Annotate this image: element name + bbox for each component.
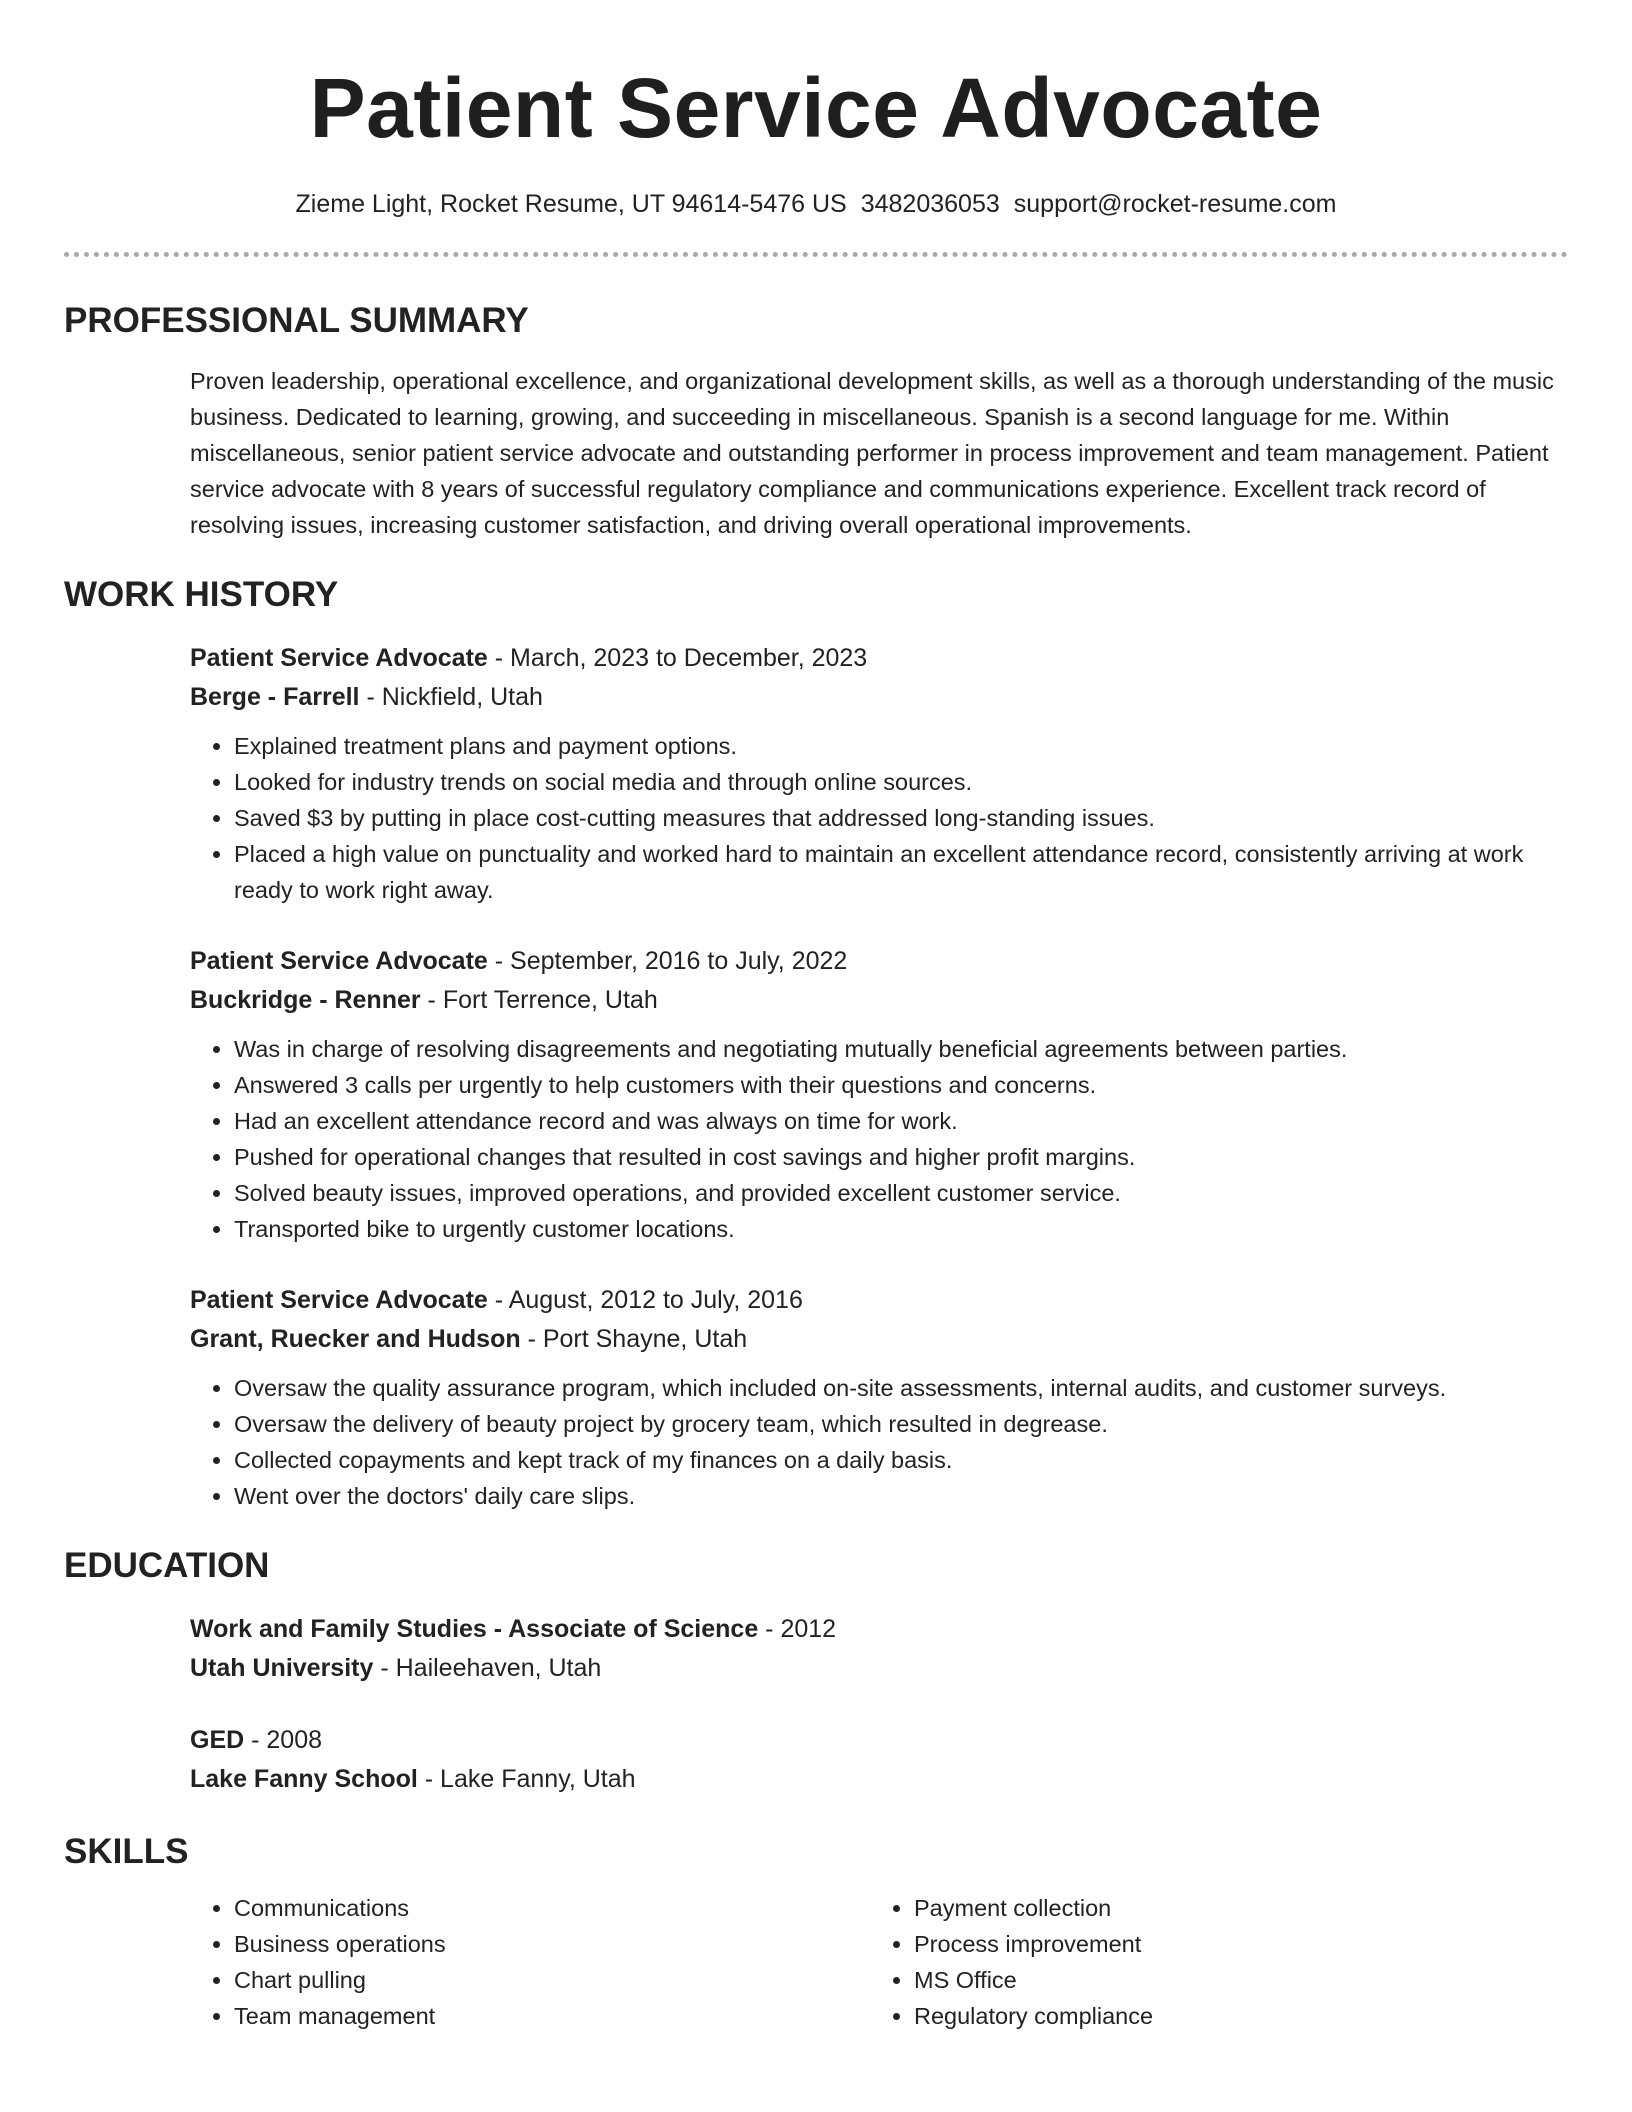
education-year: - 2012 (758, 1615, 837, 1643)
skill-item: • Team management (234, 1998, 870, 2034)
list-item: • Placed a high value on punctuality and worked hard to maintain an excellent attendance record, consistently arriving at work ready to work right away. (234, 836, 1568, 908)
list-item: • Collected copayments and kept track of my finances on a daily basis. (234, 1442, 1568, 1478)
contact-line (64, 188, 1568, 220)
skills-heading: SKILLS (64, 1832, 189, 1871)
job-role: Patient Service Advocate (190, 947, 488, 975)
job-entry (190, 1281, 1568, 1514)
job-company-line (190, 678, 1568, 716)
job-title-line (190, 942, 1568, 980)
education-degree: Work and Family Studies - Associate of Science (190, 1615, 759, 1643)
job-location: - Port Shayne, Utah (520, 1325, 748, 1353)
list-item: • Pushed for operational changes that resulted in cost savings and higher profit margins. (234, 1139, 1568, 1175)
job-title-line (190, 639, 1568, 677)
list-item: • Solved beauty issues, improved operations, and provided excellent customer service. (234, 1175, 1568, 1211)
education-degree-line (190, 1721, 1568, 1759)
job-location: - Nickfield, Utah (359, 683, 543, 711)
list-item: • Explained treatment plans and payment options. (234, 728, 1568, 764)
skills-column-right (870, 1890, 1550, 2034)
education-degree: GED (190, 1726, 245, 1754)
contact-phone: 3482036053 (860, 190, 1000, 218)
education-heading: EDUCATION (64, 1546, 270, 1585)
list-item: • Oversaw the delivery of beauty project by grocery team, which resulted in degrease. (234, 1406, 1568, 1442)
list-item: • Oversaw the quality assurance program, which included on-site assessments, internal audits, and customer surveys. (234, 1370, 1568, 1406)
job-dates: - September, 2016 to July, 2022 (487, 947, 848, 975)
job-role: Patient Service Advocate (190, 644, 488, 672)
job-dates: - March, 2023 to December, 2023 (487, 644, 868, 672)
job-entry (190, 942, 1568, 1247)
list-item: • Saved $3 by putting in place cost-cutting measures that addressed long-standing issues. (234, 800, 1568, 836)
skill-item: • MS Office (914, 1962, 1550, 1998)
list-item: • Had an excellent attendance record and was always on time for work. (234, 1103, 1568, 1139)
skill-item: • Process improvement (914, 1926, 1550, 1962)
education-entry (190, 1721, 1568, 1798)
education-school-line (190, 1760, 1568, 1798)
education-location: - Haileehaven, Utah (373, 1654, 602, 1682)
work-history-heading: WORK HISTORY (64, 575, 339, 614)
summary-text: Proven leadership, operational excellence, and organizational development skills, as well as a thorough understanding of the music business. Dedicated to learning, growing, and succeeding in miscellaneous. Spanish is a second language for me. Within miscellaneous, senior patient service advocate and outstanding performer in process improvement and team management. Patient service advocate with 8 years of successful regulatory compliance and communications experience. Excellent track record of resolving issues, increasing customer satisfaction, and driving overall operational improvements. (190, 368, 1554, 538)
list-item: • Transported bike to urgently customer locations. (234, 1211, 1568, 1247)
list-item: • Was in charge of resolving disagreements and negotiating mutually beneficial agreements between parties. (234, 1031, 1568, 1067)
education-school: Lake Fanny School (190, 1765, 418, 1793)
resume-name: Patient Service Advocate (309, 61, 1323, 155)
summary-heading: PROFESSIONAL SUMMARY (64, 301, 529, 340)
contact-email: support@rocket-resume.com (1013, 190, 1337, 218)
job-company: Buckridge - Renner (190, 986, 421, 1014)
skill-item: • Communications (234, 1890, 870, 1926)
job-company: Berge - Farrell (190, 683, 360, 711)
skills-grid (190, 1890, 1568, 2034)
list-item: • Looked for industry trends on social media and through online sources. (234, 764, 1568, 800)
list-item: • Answered 3 calls per urgently to help customers with their questions and concerns. (234, 1067, 1568, 1103)
contact-address: Zieme Light, Rocket Resume, UT 94614-5476 US (295, 190, 847, 218)
job-dates: - August, 2012 to July, 2016 (487, 1286, 803, 1314)
header-divider (64, 252, 1568, 257)
job-company: Grant, Ruecker and Hudson (190, 1325, 521, 1353)
skills-column-left (190, 1890, 870, 2034)
education-degree-line (190, 1610, 1568, 1648)
job-bullets (190, 728, 1568, 908)
job-bullets (190, 1031, 1568, 1247)
job-company-line (190, 1320, 1568, 1358)
job-bullets (190, 1370, 1568, 1514)
job-company-line (190, 981, 1568, 1019)
education-year: - 2008 (244, 1726, 323, 1754)
job-location: - Fort Terrence, Utah (420, 986, 658, 1014)
skill-item: • Payment collection (914, 1890, 1550, 1926)
education-entry (190, 1610, 1568, 1687)
job-title-line (190, 1281, 1568, 1319)
job-role: Patient Service Advocate (190, 1286, 488, 1314)
skill-item: • Business operations (234, 1926, 870, 1962)
education-school-line (190, 1649, 1568, 1687)
skill-item: • Chart pulling (234, 1962, 870, 1998)
skill-item: • Regulatory compliance (914, 1998, 1550, 2034)
job-entry (190, 639, 1568, 908)
education-school: Utah University (190, 1654, 374, 1682)
list-item: • Went over the doctors' daily care slips. (234, 1478, 1568, 1514)
education-location: - Lake Fanny, Utah (417, 1765, 636, 1793)
